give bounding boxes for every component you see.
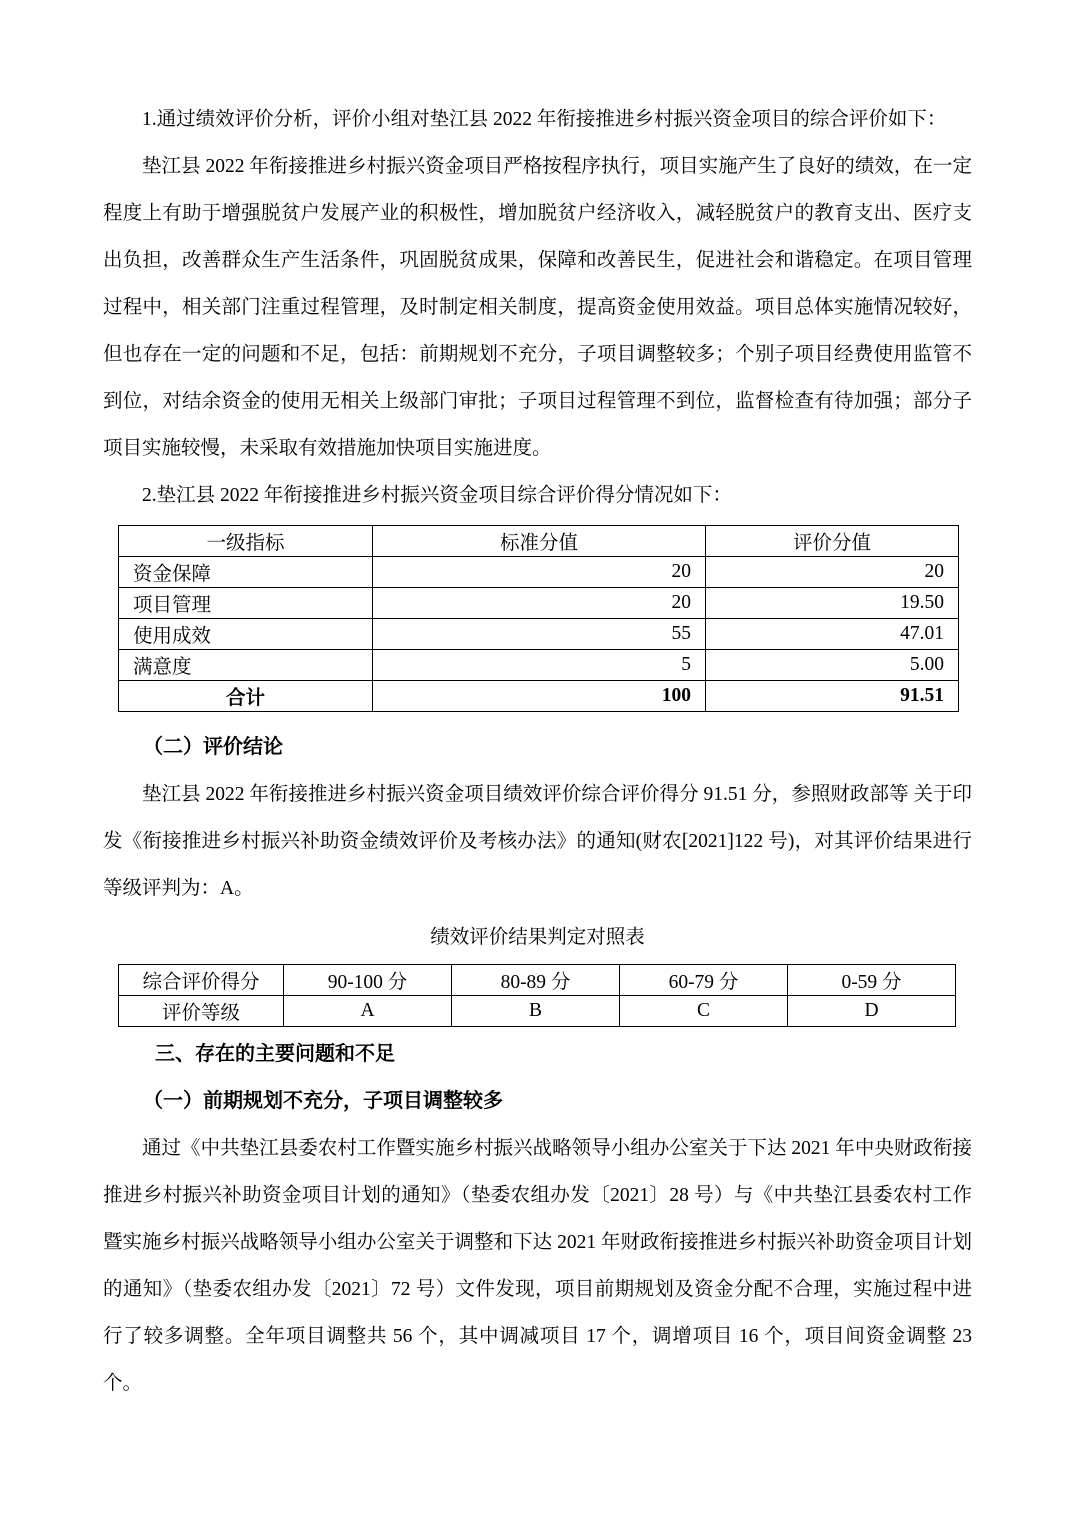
table-cell-standard-score: 20 (373, 557, 706, 588)
score-table-row-satisfaction (119, 650, 959, 681)
table-cell-evaluation-score: 20 (706, 557, 959, 588)
table-cell-standard-score: 55 (373, 619, 706, 650)
heading-evaluation-conclusion: （二）评价结论 (143, 736, 283, 758)
grade-table-grade-d: D (788, 996, 956, 1027)
heading-problem-1: （一）前期规划不充分，子项目调整较多 (143, 1090, 503, 1112)
score-table-header-indicator: 一级指标 (119, 526, 373, 557)
table-cell-evaluation-score: 5.00 (706, 650, 959, 681)
grade-table-range-1: 90-100 分 (284, 965, 452, 996)
table-cell-indicator: 使用成效 (119, 619, 373, 650)
grade-table-range-2: 80-89 分 (452, 965, 620, 996)
grade-table-grade-a: A (284, 996, 452, 1027)
table-cell-evaluation-score: 47.01 (706, 619, 959, 650)
grade-table (118, 964, 956, 1027)
grade-table-range-3: 60-79 分 (620, 965, 788, 996)
table-cell-indicator: 资金保障 (119, 557, 373, 588)
paragraph-overall-evaluation: 垫江县 2022 年衔接推进乡村振兴资金项目严格按程序执行，项目实施产生了良好的绩效，在一定程度上有助于增强脱贫户发展产业的积极性，增加脱贫户经济收入，减轻脱贫户的教育支出、医疗支出负担，改善群众生产生活条件，巩固脱贫成果，保障和改善民生，促进社会和谐稳定。在项目管理过程中，相关部门注重过程管理，及时制定相关制度，提高资金使用效益。项目总体实施情况较好，但也存在一定的问题和不足，包括：前期规划不充分，子项目调整较多；个别子项目经费使用监管不到位，对结余资金的使用无相关上级部门审批；子项目过程管理不到位，监督检查有待加强；部分子项目实施较慢，未采取有效措施加快项目实施进度。 (103, 156, 972, 459)
score-table-header-evaluation-score: 评价分值 (706, 526, 959, 557)
table-cell-standard-score: 20 (373, 588, 706, 619)
score-table-header-row (119, 526, 959, 557)
table-cell-indicator: 项目管理 (119, 588, 373, 619)
paragraph-conclusion: 垫江县 2022 年衔接推进乡村振兴资金项目绩效评价综合评价得分 91.51 分，参照财政部等 关于印发《衔接推进乡村振兴补助资金绩效评价及考核办法》的通知(财农[2021]122 号)，对其评价结果进行等级评判为：A。 (103, 784, 972, 899)
grade-table-grade-row (119, 996, 956, 1027)
table-cell-total-standard-score: 100 (373, 681, 706, 712)
paragraph-intro: 1.通过绩效评价分析，评价小组对垫江县 2022 年衔接推进乡村振兴资金项目的综合评价如下： (142, 109, 947, 130)
grade-table-grade-c: C (620, 996, 788, 1027)
table-cell-total-evaluation-score: 91.51 (706, 681, 959, 712)
score-table-row-project-management (119, 588, 959, 619)
table-cell-evaluation-score: 19.50 (706, 588, 959, 619)
grade-table-score-label: 综合评价得分 (119, 965, 284, 996)
grade-table-score-row (119, 965, 956, 996)
score-table (118, 525, 959, 712)
score-table-total-row (119, 681, 959, 712)
grade-table-grade-label: 评价等级 (119, 996, 284, 1027)
grade-table-grade-b: B (452, 996, 620, 1027)
paragraph-score-intro: 2.垫江县 2022 年衔接推进乡村振兴资金项目综合评价得分情况如下： (142, 485, 732, 506)
score-table-header-standard-score: 标准分值 (373, 526, 706, 557)
table-cell-standard-score: 5 (373, 650, 706, 681)
heading-main-problems: 三、存在的主要问题和不足 (155, 1043, 395, 1065)
grade-table-range-4: 0-59 分 (788, 965, 956, 996)
grade-table-title: 绩效评价结果判定对照表 (430, 927, 645, 948)
paragraph-problem-1-detail: 通过《中共垫江县委农村工作暨实施乡村振兴战略领导小组办公室关于下达 2021 年中央财政衔接推进乡村振兴补助资金项目计划的通知》（垫委农组办发〔2021〕28 号）与《中共垫江县委农村工作暨实施乡村振兴战略领导小组办公室关于调整和下达 2021 年财政衔接推进乡村振兴补助资金项目计划的通知》（垫委农组办发〔2021〕72 号）文件发现，项目前期规划及资金分配不合理，实施过程中进行了较多调整。全年项目调整共 56 个，其中调减项目 17 个，调增项目 16 个，项目间资金调整 23 个。 (103, 1138, 972, 1394)
score-table-row-usage-effect (119, 619, 959, 650)
table-cell-indicator: 满意度 (119, 650, 373, 681)
score-table-row-funding (119, 557, 959, 588)
table-cell-total-label: 合计 (119, 681, 373, 712)
